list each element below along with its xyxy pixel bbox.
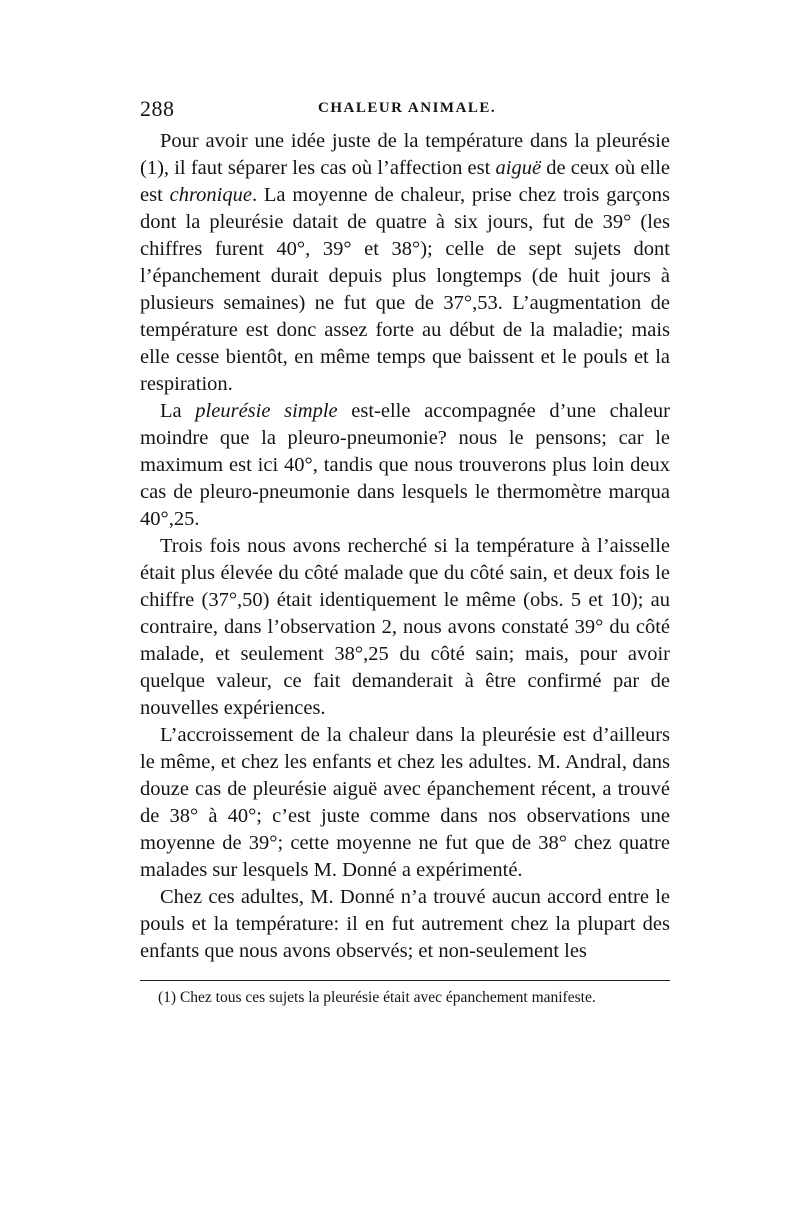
text-run: Chez ces adultes, M. Donné n’a trouvé aucun accord entre le pouls et la température: il en fut autrement chez la plupart des enfants que nous avons observés; et non-seulement les [140, 886, 670, 962]
italic-term: aiguë [495, 157, 542, 179]
footnote-rule [140, 980, 670, 981]
paragraph [140, 128, 670, 398]
text-run: La [160, 400, 196, 422]
paragraph [140, 533, 670, 722]
page-number: 288 [140, 96, 175, 121]
footnote: (1) Chez tous ces sujets la pleurésie était avec épanchement manifeste. [158, 989, 596, 1006]
text-run: est-elle accompagnée d’une chaleur moindre que la pleuro-pneumonie? nous le pensons; car le maximum est ici 40°, tandis que nous trouverons plus loin deux cas de pleuro-pneumonie dans lesquels le thermomètre marqua 40°,25. [140, 400, 670, 530]
running-head: CHALEUR ANIMALE. [318, 100, 497, 116]
paragraph [140, 398, 670, 533]
text-run: Trois fois nous avons recherché si la température à l’aisselle était plus élevée du côté malade que du côté sain, et deux fois le chiffre (37°,50) était identiquement le même (obs. 5 et 10); au contraire, dans l’observation 2, nous avons constaté 39° du côté malade, et seulement 38°,25 du côté sain; mais, pour avoir quelque valeur, ce fait demanderait à être confirmé par de nouvelles expériences. [140, 535, 670, 719]
paragraph [140, 884, 670, 965]
italic-term: chronique [169, 184, 252, 206]
text-run: . La moyenne de chaleur, prise chez trois garçons dont la pleurésie datait de quatre à six jours, fut de 39° (les chiffres furent 40°, 39° et 38°); celle de sept sujets dont l’épanchement durait depuis plus longtemps (de huit jours à plusieurs semaines) ne fut que de 37°,53. L’augmentation de température est donc assez forte au début de la maladie; mais elle cesse bientôt, en même temps que baissent et le pouls et la respiration. [140, 184, 670, 395]
italic-term: pleurésie simple [195, 400, 338, 422]
text-run: L’accroissement de la chaleur dans la pleurésie est d’ailleurs le même, et chez les enfants et chez les adultes. M. Andral, dans douze cas de pleurésie aiguë avec épanchement récent, a trouvé de 38° à 40°; c’est juste comme dans nos observations une moyenne de 39°; cette moyenne ne fut que de 38° chez quatre malades sur lesquels M. Donné a expérimenté. [140, 724, 670, 881]
paragraph [140, 722, 670, 884]
text-run: Pour avoir une idée juste de la température dans la pleurésie (1), il faut séparer les cas où l’affection est [140, 130, 670, 179]
body-text [140, 128, 670, 965]
page-header [140, 96, 670, 126]
text-run: de ceux où elle est [140, 157, 670, 206]
